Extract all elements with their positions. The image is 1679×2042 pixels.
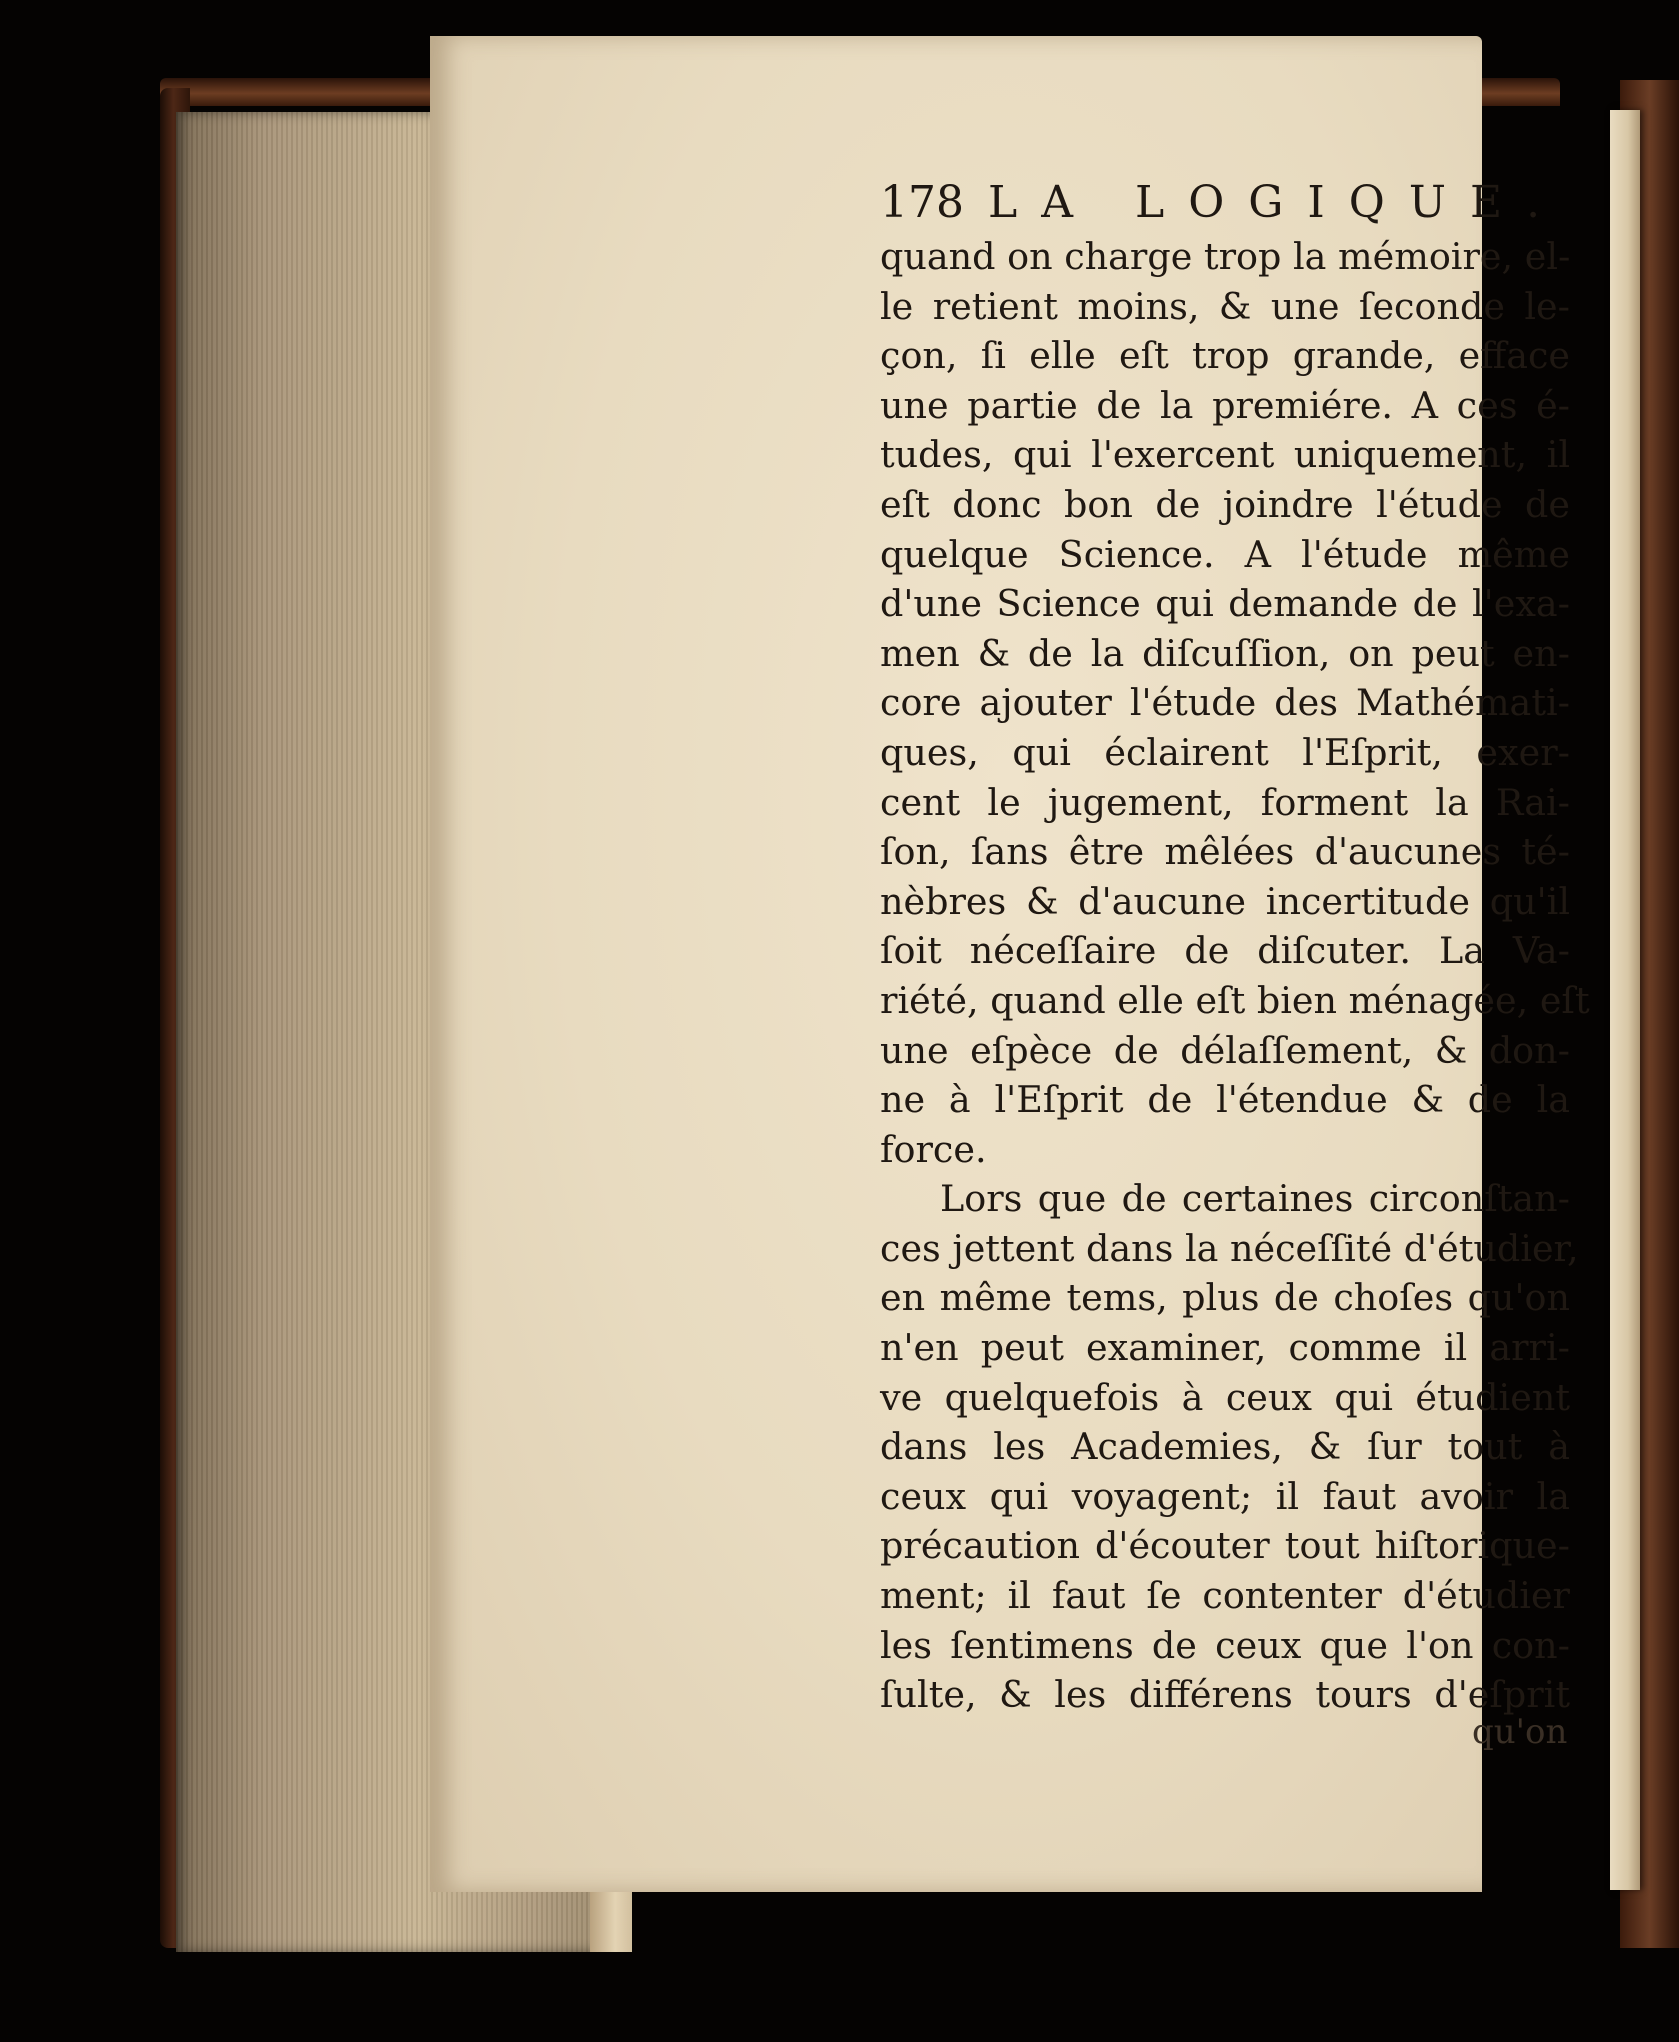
text-line: quelque Science. A l'étude même bbox=[880, 532, 1570, 576]
text-line: ces jettent dans la néceſſité d'étudier, bbox=[880, 1226, 1579, 1270]
text-line: les ſentimens de ceux que l'on con- bbox=[880, 1623, 1570, 1667]
text-line: core ajouter l'étude des Mathémati- bbox=[880, 681, 1570, 725]
text-line: dans les Academies, & ſur tout à bbox=[880, 1425, 1570, 1469]
page-header bbox=[880, 176, 1600, 230]
text-line: ne à l'Eſprit de l'étendue & de la bbox=[880, 1078, 1570, 1122]
text-line: ſon, ſans être mêlées d'aucunes té- bbox=[880, 830, 1570, 874]
text-line: ſulte, & les différens tours d'eſprit bbox=[880, 1673, 1570, 1717]
running-title: LA LOGIQUE. bbox=[988, 177, 1565, 228]
text-line: n'en peut examiner, comme il arri- bbox=[880, 1326, 1570, 1370]
text-line: une eſpèce de délaſſement, & don- bbox=[880, 1028, 1570, 1072]
text-line: le retient moins, & une ſeconde le- bbox=[880, 284, 1570, 328]
text-line: une partie de la premiére. A ces é- bbox=[880, 383, 1570, 427]
facing-page-edge bbox=[1610, 110, 1640, 1890]
text-line: en même tems, plus de choſes qu'on bbox=[880, 1276, 1570, 1320]
text-line: nèbres & d'aucune incertitude qu'il bbox=[880, 879, 1570, 923]
text-line: ment; il faut ſe contenter d'étudier bbox=[880, 1574, 1570, 1618]
text-line: ques, qui éclairent l'Eſprit, exer- bbox=[880, 730, 1570, 774]
text-line: d'une Science qui demande de l'exa- bbox=[880, 582, 1570, 626]
text-line: ceux qui voyagent; il faut avoir la bbox=[880, 1474, 1570, 1518]
text-line: men & de la diſcuſſion, on peut en- bbox=[880, 631, 1570, 675]
page-number: 178 bbox=[880, 177, 964, 228]
text-line: çon, ſi elle eſt trop grande, efface bbox=[880, 334, 1570, 378]
paragraph-start-line: Lors que de certaines circonſtan- bbox=[940, 1177, 1570, 1221]
catchword: qu'on bbox=[1472, 1712, 1568, 1752]
text-line: riété, quand elle eſt bien ménagée, eſt bbox=[880, 978, 1590, 1022]
text-line: cent le jugement, forment la Rai- bbox=[880, 780, 1570, 824]
text-line: tudes, qui l'exercent uniquement, il bbox=[880, 433, 1570, 477]
page-body-text bbox=[880, 232, 1590, 1720]
text-line: précaution d'écouter tout hiſtorique- bbox=[880, 1524, 1570, 1568]
text-line: quand on charge trop la mémoire, el- bbox=[880, 235, 1571, 278]
text-line: eſt donc bon de joindre l'étude de bbox=[880, 482, 1570, 526]
text-line: force. bbox=[880, 1127, 987, 1171]
text-line: ſoit néceſſaire de diſcuter. La Va- bbox=[880, 929, 1570, 973]
text-line: ve quelquefois à ceux qui étudient bbox=[880, 1375, 1570, 1419]
